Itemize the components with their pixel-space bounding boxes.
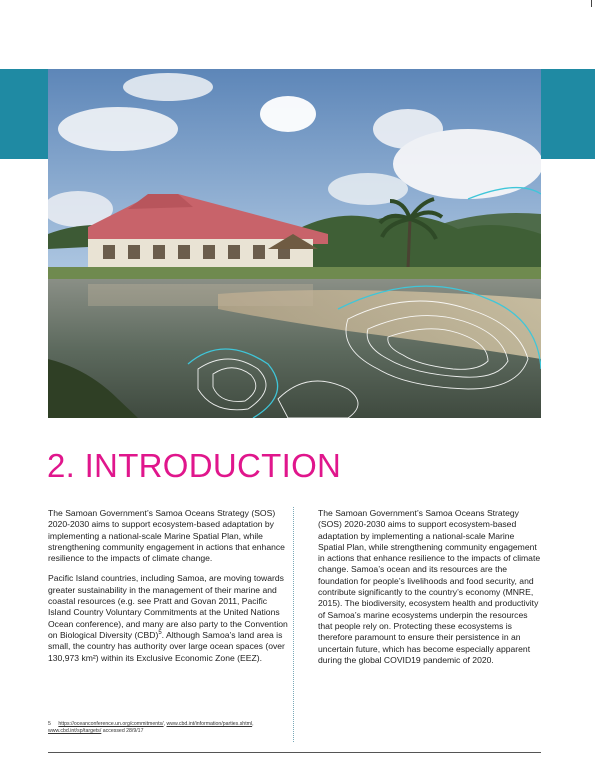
footnote-accessed: accessed 28/9/17 [101,728,144,734]
footnote-separator: , [163,721,167,727]
left-paragraph-2 [48,573,288,663]
section-heading: 2. INTRODUCTION [47,447,342,484]
left-paragraph-2-text: Pacific Island countries, including Samoa, are moving towards greater sustainability in the management of their marine and coastal resources (e.g. see Pratt and Govan 2011, Pacific Island Country Voluntary Commitments at the United Nations Ocean conference), and many are also party to the Convention on Biological Diversity (CBD) [48,573,288,640]
footnote-link-cbd-parties[interactable]: www.cbd.int/information/parties.shtml [166,721,253,727]
footnote-link-cbd-targets[interactable]: www.cbd.int/sp/targets/ [48,728,102,734]
footnote-link-un[interactable]: https://oceanconference.un.org/commitments/ [58,721,164,727]
footnote-number: 5 [48,721,51,727]
right-column [318,508,542,675]
left-column [48,508,288,673]
right-paragraph-1: The Samoan Government’s Samoa Oceans Strategy (SOS) 2020-2030 aims to support ecosystem-based adaptation by implementing a national-scale Marine Spatial Plan, while strengthening community engagement in actions that enhance resilience to the impacts of climate change. Samoa’s ocean and its resources are the foundation for people’s livelihoods and food security, and contribute significantly to the country’s economy (MNRE, 2015). The biodiversity, ecosystem health and productivity of Samoa’s marine ecosystems underpin the resources that people rely on. Protecting these ecosystems is therefore paramount to ensure their persistence in an uncertain future, which has become especially apparent during the global COVID19 pandemic of 2020. [318,508,541,665]
footnote [48,721,278,735]
teal-band-left [0,69,48,159]
bottom-rule [48,752,541,753]
crop-mark [591,0,592,7]
footnote-reference[interactable]: 5 [158,630,162,637]
footnote-separator-2: , [252,721,254,727]
teal-band-right [541,69,595,159]
column-divider [293,507,294,742]
left-paragraph-1: The Samoan Government’s Samoa Oceans Strategy (SOS) 2020-2030 aims to support ecosystem-based adaptation by implementing a national-scale Marine Spatial Plan, while strengthening community engagement in actions that enhance resilience to the impacts of climate change. [48,508,285,564]
left-paragraph-2-continuation: . Although Samoa’s land area is small, the country has authority over large ocean spaces (over 130,973 km²) within its Exclusive Economic Zone (EEZ). [48,629,285,663]
hero-photo [48,69,541,418]
